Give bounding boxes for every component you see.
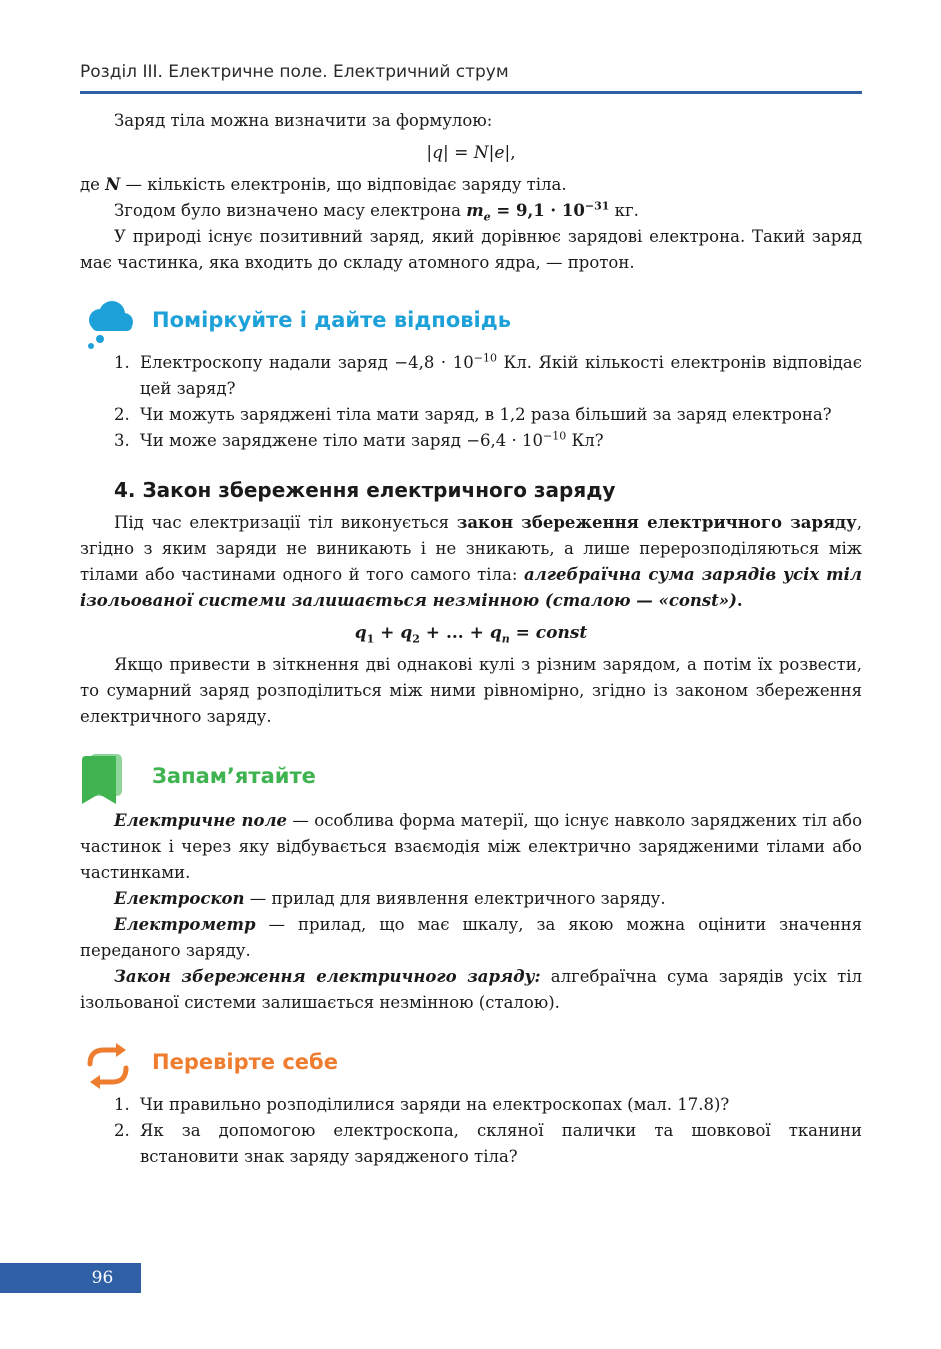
intro-paragraph-3	[80, 198, 862, 224]
definition-text: — прилад, що має шкалу, за якою можна оцінити значення переданого заряду.	[80, 915, 862, 960]
page-header	[80, 60, 862, 94]
remember-box-header	[80, 754, 862, 806]
question-number: 2.	[114, 1121, 130, 1140]
remember-box-title: Запам’ятайте	[152, 764, 316, 788]
definition-item	[80, 808, 862, 886]
p3-value: = 9,1 · 10	[490, 201, 585, 220]
f-plus: +	[374, 623, 401, 643]
definition-item	[80, 912, 862, 964]
definition-text: — прилад для виявлення електричного заряду.	[244, 889, 666, 908]
question-number: 1.	[114, 353, 130, 372]
conservation-formula	[80, 620, 862, 646]
p3-symbol-m: m	[466, 201, 484, 220]
bookmark-icon	[80, 754, 136, 806]
p3-lead: Згодом було визначено масу електрона	[114, 201, 467, 220]
p2-symbol-N: N	[105, 175, 121, 194]
f-equals: =	[509, 623, 536, 643]
f-sub-n: n	[501, 632, 510, 646]
p3-unit: кг.	[609, 201, 639, 220]
definition-term: Закон збереження електричного заряду:	[114, 967, 541, 986]
list-item	[80, 350, 862, 402]
p2-lead: де	[80, 175, 106, 194]
f-dots: + ... +	[419, 623, 490, 643]
section-paragraph-1	[80, 510, 862, 614]
list-item	[80, 402, 862, 428]
definition-term: Електроскоп	[114, 889, 245, 908]
question-text: Як за допомогою електроскопа, скляної палички та шовкової тканини встановити знак заряду зарядженого тіла?	[140, 1121, 862, 1166]
f-sub-2: 2	[412, 632, 420, 646]
question-text-end: Кл?	[566, 431, 604, 450]
s4-period: .	[736, 591, 743, 610]
p3-exponent: −31	[584, 199, 610, 213]
definition-item	[80, 964, 862, 1016]
check-box-title: Перевірте себе	[152, 1050, 338, 1074]
check-questions	[80, 1092, 862, 1170]
cloud-icon	[80, 298, 136, 350]
question-exponent: −10	[473, 351, 497, 365]
question-text: Електроскопу надали заряд −4,8 · 10	[140, 353, 474, 372]
think-box-title: Поміркуйте і дайте відповідь	[152, 308, 511, 332]
question-exponent: −10	[543, 429, 567, 443]
section-heading: 4. Закон збереження електричного заряду	[114, 478, 616, 502]
definition-item	[80, 886, 862, 912]
header-rule	[80, 91, 862, 94]
f-q1: q	[354, 623, 367, 643]
question-number: 2.	[114, 405, 130, 424]
formula-rhs: N|e|	[473, 143, 511, 163]
f-sub-1: 1	[366, 632, 375, 646]
f-const: const	[535, 623, 588, 643]
page-content	[80, 108, 862, 1170]
definition-term: Електрометр	[114, 915, 256, 934]
s4-bold-term: закон збереження електричного заряду	[456, 513, 857, 532]
charge-formula	[80, 140, 862, 166]
p3-sub-e: e	[483, 210, 491, 224]
intro-paragraph-1: Заряд тіла можна визначити за формулою:	[114, 111, 493, 130]
formula-comma: ,	[510, 143, 516, 163]
s4-lead: Під час електризації тіл виконується	[114, 513, 457, 532]
formula-equals: =	[448, 143, 474, 163]
section-paragraph-2: Якщо привести в зіткнення дві однакові кулі з різним зарядом, а потім їх розвести, то сумарний заряд розподілиться між ними рівномірно, згідно із законом збереження електричного заряду.	[80, 655, 862, 726]
definition-term: Електричне поле	[114, 811, 288, 830]
s4-bold-italic-statement: алгебраїчна сума зарядів усіх тіл ізольованої системи залишається незмінною (сталою — «const»)	[80, 565, 862, 610]
question-text: Чи правильно розподілилися заряди на електроскопах (мал. 17.8)?	[140, 1095, 730, 1114]
question-text-end: Кл. Якій кількості електронів відповідає цей заряд?	[140, 353, 862, 398]
intro-paragraph-4: У природі існує позитивний заряд, який дорівнює зарядові електрона. Такий заряд має частинка, яка входить до складу атомного ядра, — протон.	[80, 227, 862, 272]
s4-text: , згідно з яким заряди не виникають і не зникають, а лише перерозподіляються між тілами або частинами одного й того самого тіла:	[80, 513, 862, 584]
definition-text: алгебраїчна сума зарядів усіх тіл ізольованої системи залишається незмінною (сталою).	[80, 967, 862, 1012]
page-number: 96	[91, 1268, 114, 1288]
f-qn: q	[489, 623, 502, 643]
question-number: 3.	[114, 431, 130, 450]
question-number: 1.	[114, 1095, 130, 1114]
list-item	[80, 1118, 862, 1170]
think-box-header	[80, 298, 862, 350]
list-item	[80, 1092, 862, 1118]
intro-paragraph-2	[80, 172, 862, 198]
question-text: Чи можуть заряджені тіла мати заряд, в 1,2 раза більший за заряд електрона?	[140, 405, 832, 424]
check-box-header	[80, 1040, 862, 1092]
question-text: Чи може заряджене тіло мати заряд −6,4 · 10	[140, 431, 543, 450]
f-q2: q	[400, 623, 413, 643]
formula-lhs: |q|	[426, 143, 449, 163]
definition-text: — особлива форма матерії, що існує навколо заряджених тіл або частинок і через яку відбувається взаємодія між електрично зарядженими тілами або частинками.	[80, 811, 863, 882]
page-number-bar	[0, 1263, 141, 1293]
p2-text: — кількість електронів, що відповідає заряду тіла.	[120, 175, 567, 194]
think-questions	[80, 350, 862, 454]
list-item	[80, 428, 862, 454]
chapter-title: Розділ III. Електричне поле. Електричний струм	[80, 62, 509, 82]
refresh-arrows-icon	[80, 1040, 136, 1092]
